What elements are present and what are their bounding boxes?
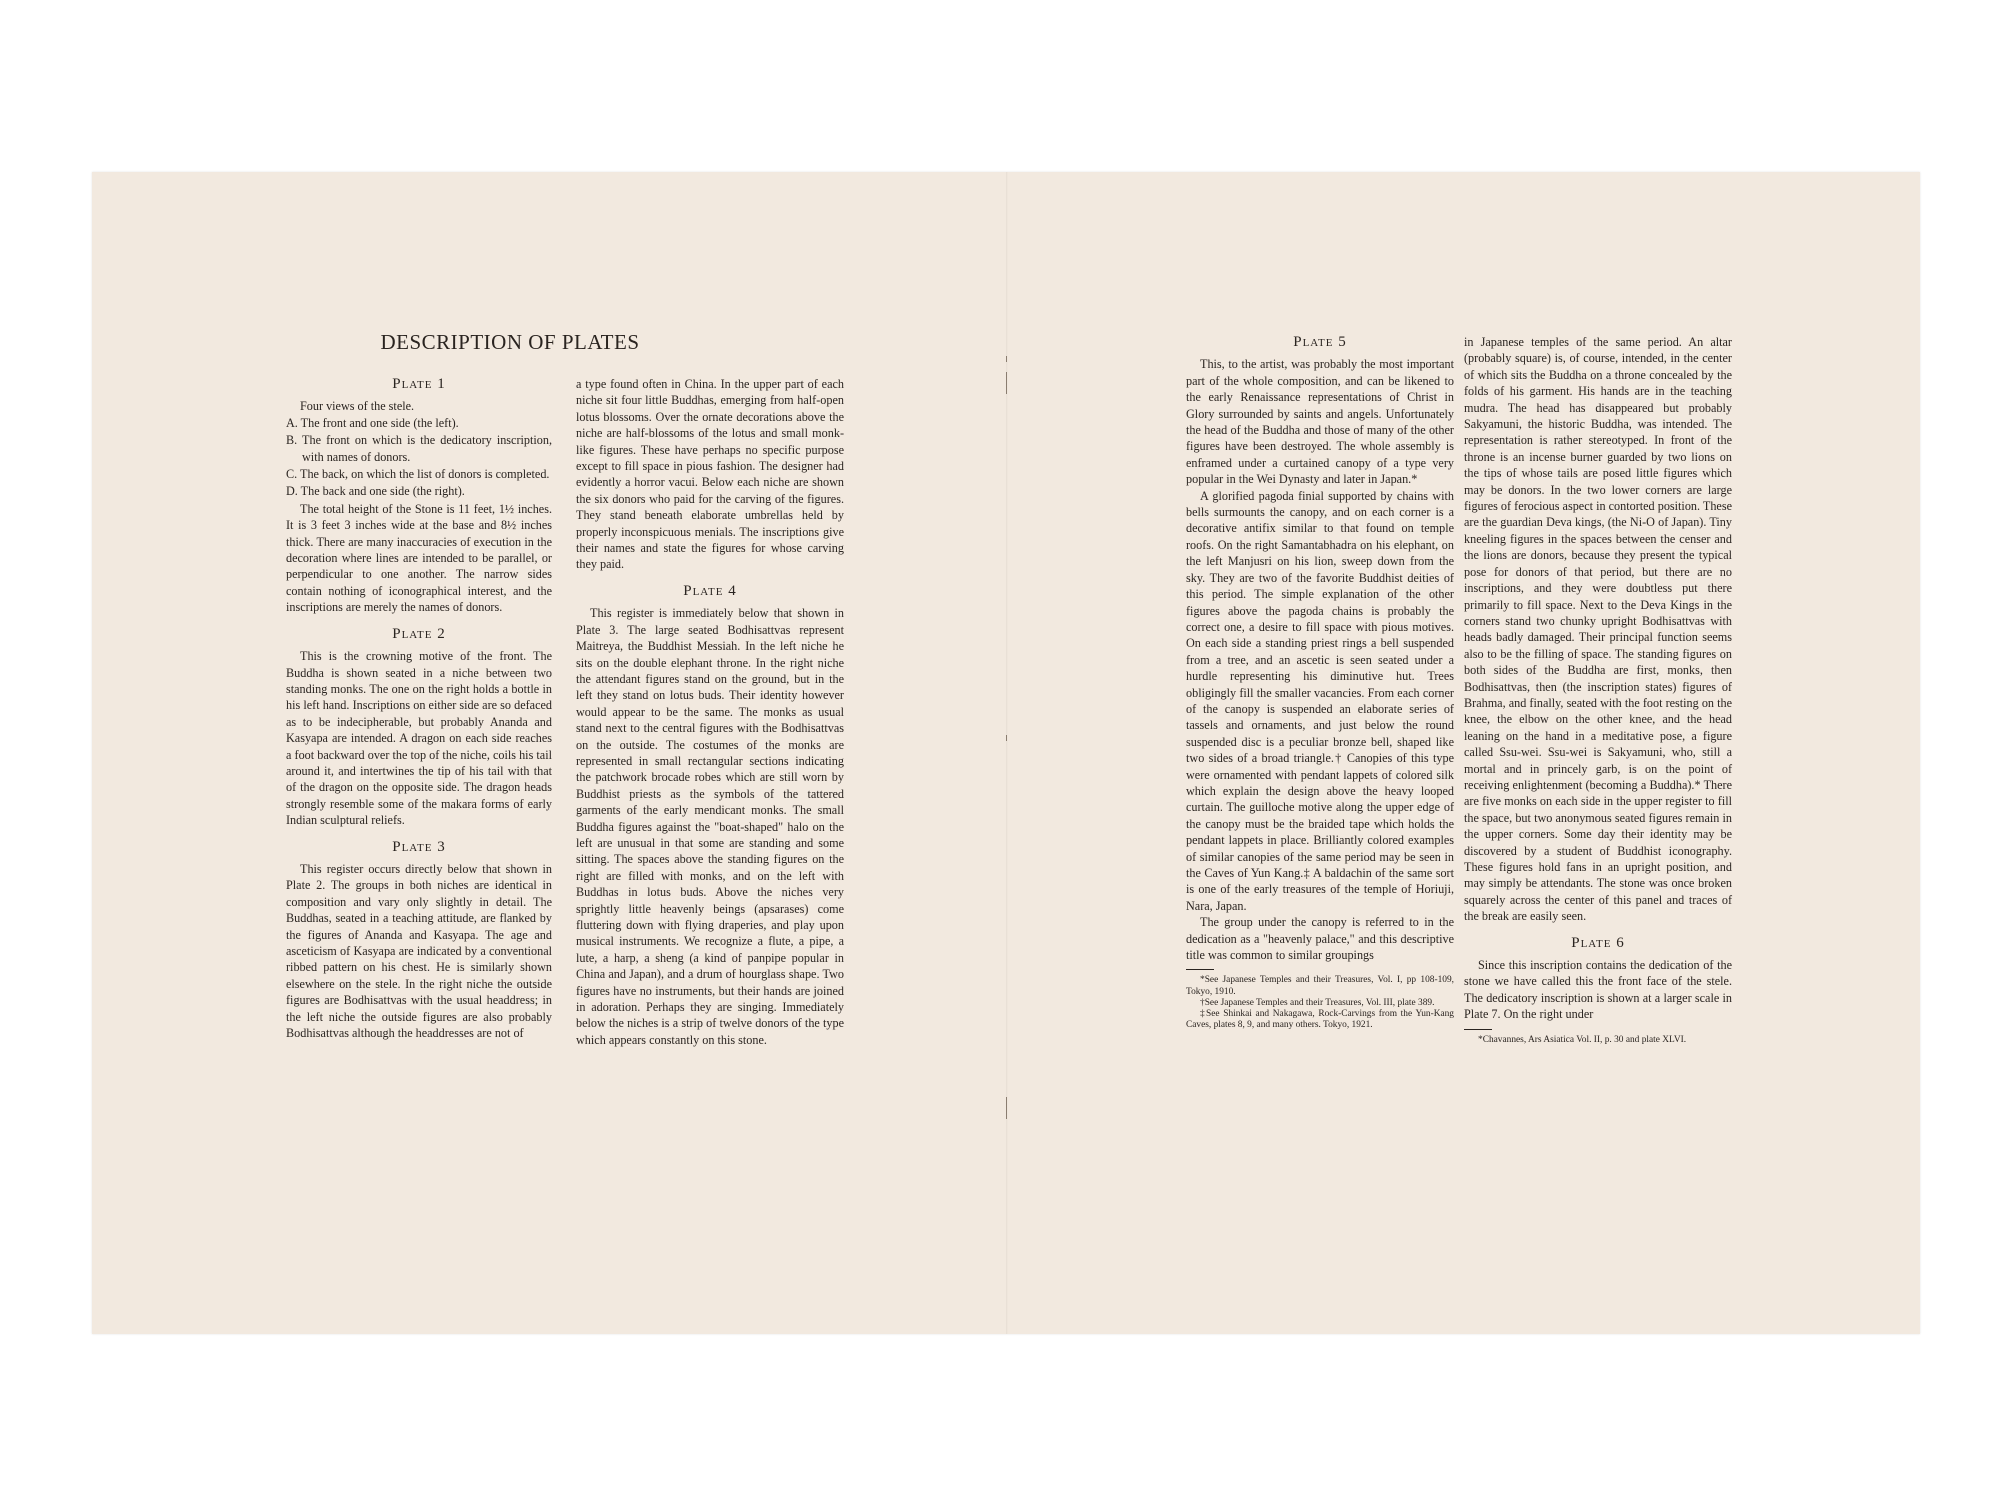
plate-5-heading: Plate 5 <box>1293 334 1347 350</box>
plate-5-continued: in Japanese temples of the same period. An altar (probably square) is, of course, intended, in the center of which sits the Buddha on a throne concealed by the folds of his garment. His hands are in the teaching mudra. The head has disappeared but probably Sakyamuni, the historic Buddha, was intended. The representation is rather stereotyped. In front of the throne is an incense burner guarded by two lions on the tips of whose tails are posed little figures which may be donors. In the two lower corners are large figures of ferocious aspect in contorted position. These are the guardian Deva kings, (the Ni-O of Japan). Tiny kneeling figures in the spaces between the censer and the lions are donors, because they present the typical pose for donors of that period, but there are no inscriptions, and they were doubtless put there primarily to fill space. Next to the Deva Kings in the corners stand two chunky upright Bodhisattvas with heads badly damaged. Their principal function seems also to be the filling of space. The standing figures on both sides of the Buddha are first, monks, then Bodhisattvas, then (the inscription states) figures of Brahma, and finally, seated with the foot resting on the knee, the elbow on the other knee, and the head leaning on the hand in a meditative pose, a figure called Ssu-wei. Ssu-wei is Sakyamuni, who, still a mortal and in princely garb, is on the point of receiving enlightenment (becoming a Buddha).* There are five monks on each side in the upper register to fill the space, but two anonymous seated figures remain in the upper corners. Some day their identity may be discovered by a student of Buddhist iconography. These figures hold fans in an upright position, and may simply be attendants. The stone was once broken squarely across the center of this panel and traces of the break are easily seen. <box>1464 335 1732 924</box>
plate-2-heading: Plate 2 <box>392 625 446 642</box>
right-column-1 <box>1186 334 1454 1031</box>
list-item: B. The front on which is the dedicatory inscription, with names of donors. <box>286 433 552 464</box>
list-item: A. The front and one side (the left). <box>286 415 459 430</box>
left-column-1 <box>286 376 552 1041</box>
plate-3-continued: a type found often in China. In the upper part of each niche sit four little Buddhas, emerging from half-open lotus blossoms. Over the ornate decorations above the niche are half-blossoms of the lotus and small monk-like figures. These have perhaps no specific purpose except to fill space in pious fashion. The designer had evidently a horror vacui. Below each niche are shown the six donors who paid for the carving of the figures. They stand beneath elaborate umbrellas held by properly inconspicuous menials. The inscriptions give their names and state the figures for whose carving they paid. <box>576 377 844 572</box>
plate-5-paragraph-1: This, to the artist, was probably the most important part of the whole composition, and can be likened to the early Renaissance representations of Christ in Glory surrounded by saints and angels. Unfortunately the head of the Buddha and those of many of the other figures have been destroyed. The whole assembly is enframed under a curtained canopy of a type very popular in the Wei Dynasty and later in Japan.* <box>1186 357 1454 487</box>
footnote: †See Japanese Temples and their Treasures, Vol. III, plate 389. <box>1200 997 1435 1008</box>
gutter-mark <box>1006 356 1007 362</box>
gutter-mark <box>1006 372 1007 394</box>
plate-1-intro: Four views of the stele. <box>300 399 415 414</box>
plate-4-body: This register is immediately below that shown in Plate 3. The large seated Bodhisattvas represent Maitreya, the Buddhist Messiah. In the left niche he sits on the double elephant throne. In the right niche the attendant figures stand on the ground, but in the left they stand on lotus buds. Their identity however would appear to be the same. The monks as usual stand next to the central figures with the Bodhisattvas on the outside. The costumes of the monks are represented in small rectangular sections indicating the patchwork brocade robes which are still worn by Buddhist priests as the symbols of the tattered garments of the early mendicant monks. The small Buddha figures against the "boat-shaped" halo on the left are unusual in that some are standing and some sitting. The spaces above the standing figures on the right are filled with monks, and on the left with Buddhas in lotus buds. Above the niches very sprightly little heavenly beings (apsarases) come fluttering down with flying draperies, and play upon musical instruments. We recognize a flute, a pipe, a lute, a harp, a sheng (a kind of panpipe popular in China and Japan), and a drum of hourglass shape. Two figures have no instruments, but their hands are joined in adoration. Perhaps they are singing. Immediately below the niches is a strip of twelve donors of the type which appears constantly on this stone. <box>576 606 844 1047</box>
plate-3-heading: Plate 3 <box>392 838 446 855</box>
plate-1-list <box>286 415 552 500</box>
footnote-rule <box>1186 969 1214 970</box>
plate-4-heading: Plate 4 <box>683 582 737 599</box>
page-title: DESCRIPTION OF PLATES <box>380 330 640 354</box>
plate-6-body: Since this inscription contains the dedication of the stone we have called this the front face of the stele. The dedicatory inscription is shown at a larger scale in Plate 7. On the right under <box>1464 958 1732 1022</box>
footnote: ‡See Shinkai and Nakagawa, Rock-Carvings from the Yun-Kang Caves, plates 8, 9, and many others. Tokyo, 1921. <box>1186 1009 1454 1031</box>
plate-1-heading: Plate 1 <box>392 376 446 392</box>
gutter-mark <box>1006 735 1007 741</box>
list-item: C. The back, on which the list of donors is completed. <box>286 467 550 482</box>
list-item: D. The back and one side (the right). <box>286 484 465 499</box>
footnote-rule <box>1464 1029 1492 1030</box>
page-fold <box>1006 172 1008 1334</box>
footnote: *See Japanese Temples and their Treasures, Vol. I, pp 108-109, Tokyo, 1910. <box>1186 975 1454 997</box>
plate-6-heading: Plate 6 <box>1571 934 1625 951</box>
footnote: *Chavannes, Ars Asiatica Vol. II, p. 30 and plate XLVI. <box>1478 1034 1687 1045</box>
plate-2-body: This is the crowning motive of the front. The Buddha is shown seated in a niche between two standing monks. The one on the right holds a bottle in his left hand. Inscriptions on either side are so defaced as to be indecipherable, but probably Ananda and Kasyapa are intended. A dragon on each side reaches a foot backward over the top of the niche, coils his tail around it, and intertwines the tip of his tail with that of the dragon on the opposite side. The dragon heads strongly resemble some of the makara forms of early Indian sculptural reliefs. <box>286 649 552 828</box>
plate-5-paragraph-3: The group under the canopy is referred to in the dedication as a "heavenly palace," and this descriptive title was common to similar groupings <box>1186 915 1454 963</box>
plate-3-body: This register occurs directly below that shown in Plate 2. The groups in both niches are identical in composition and vary only slightly in detail. The Buddhas, seated in a teaching attitude, are flanked by the figures of Ananda and Kasyapa. The age and asceticism of Kasyapa are indicated by a conventional ribbed pattern on his chest. He is similarly shown elsewhere on the stele. In the right niche the outside figures are Bodhisattvas with the usual headdress; in the left niche the outside figures are also probably Bodhisattvas although the headdresses are not of <box>286 861 552 1041</box>
right-column-2 <box>1464 334 1732 1046</box>
plate-5-paragraph-2: A glorified pagoda finial supported by chains with bells surmounts the canopy, and on each corner is a decorative antifix similar to that found on temple roofs. On the right Samantabhadra on his elephant, on the left Manjusri on his lion, sweep down from the sky. They are two of the favorite Buddhist deities of this period. The simple explanation of the other figures above the pagoda chains is probably the correct one, a desire to fill space with pious motives. On each side a standing priest rings a bell suspended from a tree, and an ascetic is seen seated under a hurdle representing his diminutive hut. Trees obligingly fill the smaller vacancies. From each corner of the canopy is suspended an elaborate series of tassels and ornaments, and just below the round suspended disc is a peculiar bronze bell, shaped like two sides of a broad triangle.† Canopies of this type were ornamented with pendant lappets of colored silk which explain the design above the heavy looped curtain. The guilloche motive along the upper edge of the canopy must be the braided tape which holds the pendant lappets in place. Brilliantly colored examples of similar canopies of the same period may be seen in the Caves of Yun Kang.‡ A baldachin of the same sort is one of the early treasures of the temple of Horiuji, Nara, Japan. <box>1186 488 1454 913</box>
plate-1-body: The total height of the Stone is 11 feet, 1½ inches. It is 3 feet 3 inches wide at the base and 8½ inches thick. There are many inaccuracies of execution in the decoration where lines are intended to be parallel, or perpendicular to one another. The narrow sides contain nothing of iconographical interest, and the inscriptions are merely the names of donors. <box>286 501 552 615</box>
left-column-2 <box>576 376 844 1048</box>
gutter-mark <box>1006 1097 1007 1119</box>
